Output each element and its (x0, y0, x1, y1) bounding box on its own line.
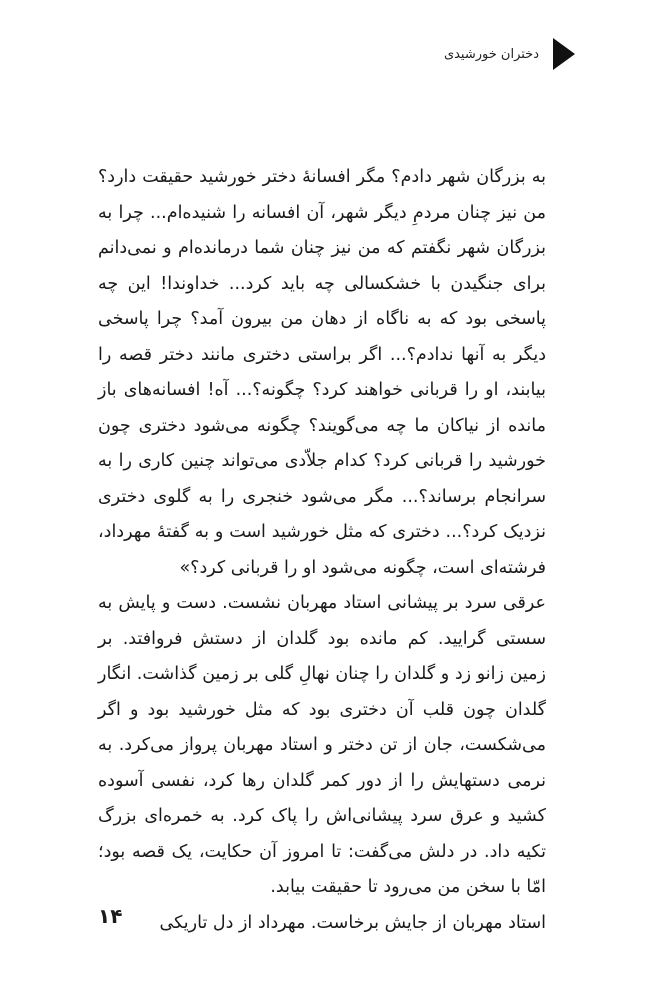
paragraph: عرقی سرد بر پیشانی استاد مهربان نشست. دست و پایش به سستی گرایید. کم مانده بود گلدان از دستش فروافتد. بر زمین زانو زد و گلدان را چنان نهالِ گلی بر زمین گذاشت. انگار گلدان چون قلب آن دختری بود که مثل خورشید بود و اگر می‌شکست، جان از تن دختر و استاد مهربان پرواز می‌کرد. به نرمی دستهایش را از دور کمر گلدان رها کرد، نفسی آسوده کشید و عرق سرد پیشانی‌اش را پاک کرد. به خمره‌ای بزرگ تکیه داد. در دلش می‌گفت: تا امروز آن حکایت، یک قصه بود؛ امّا با سخن من می‌رود تا حقیقت بیابد. (98, 593, 546, 897)
triangle-marker-icon (553, 38, 575, 70)
paragraph: استاد مهربان از جایش برخاست. مهرداد از دل تاریکی (159, 912, 546, 933)
paragraph: به بزرگان شهر دادم؟ مگر افسانهٔ دختر خورشید حقیقت دارد؟ من نیز چنان مردمِ دیگر شهر، آن افسانه را شنیده‌ام... چرا به بزرگان شهر نگفتم که من نیز چنان شما درمانده‌ام و نمی‌دانم برای جنگیدن با خشکسالی چه باید کرد... خداوندا! این چه پاسخی بود که به ناگاه از دهان من بیرون آمد؟ چرا پاسخی دیگر به آنها ندادم؟... اگر براستی دختری مانند دختر قصه را بیابند، او را قربانی خواهند کرد؟ چگونه؟... آه! افسانه‌های باز مانده از نیاکان ما چه می‌گویند؟ چگونه می‌شود دختری چون خورشید را قربانی کرد؟ کدام جلاّدی می‌تواند چنین کاری را به سرانجام برساند؟... مگر می‌شود خنجری را به گلوی دختری نزدیک کرد؟... دختری که مثل خورشید است و به گفتهٔ مهرداد، فرشته‌ای است، چگونه می‌شود او را قربانی کرد؟» (98, 167, 546, 578)
running-title: دختران خورشیدی (443, 46, 539, 62)
running-header (444, 40, 575, 68)
page-number: ۱۴ (98, 904, 123, 928)
page-body (98, 160, 546, 941)
